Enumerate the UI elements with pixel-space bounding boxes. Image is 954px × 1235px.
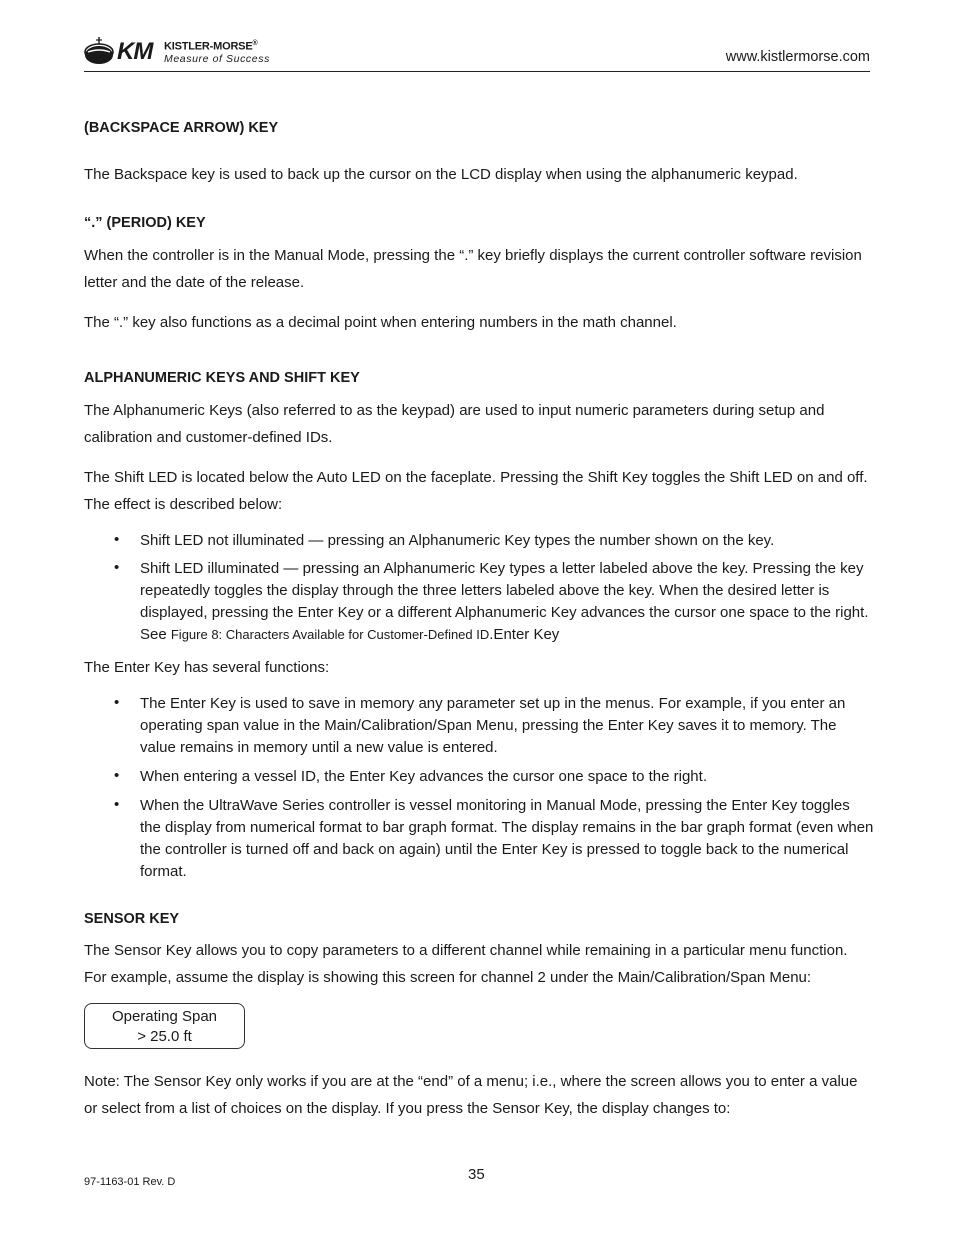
lcd-line-2: > 25.0 ft [137,1028,192,1045]
bullet-shift-on-tail: .Enter Key [489,626,560,643]
heading-sensor-key: SENSOR KEY [84,911,180,927]
para-backspace: The Backspace key is used to back up the cursor on the LCD display when using the alphanumeric keypad. [84,166,798,183]
bullet-enter-vessel-id: When entering a vessel ID, the Enter Key advances the cursor one space to the right. [140,768,707,785]
logo-tagline: Measure of Success [164,53,270,65]
logo-name-text: KISTLER-MORSE [164,40,253,53]
logo-registered: ® [252,40,258,47]
header-divider [84,71,870,72]
heading-alphanumeric-keys: ALPHANUMERIC KEYS AND SHIFT KEY [84,370,360,386]
heading-backspace-key: (BACKSPACE ARROW) KEY [84,120,279,136]
website-url: www.kistlermorse.com [725,49,870,65]
para-period-1: When the controller is in the Manual Mode, pressing the “.” key briefly displays the current controller software revision letter and the date of the release. [84,247,862,291]
doc-number: 97-1163-01 Rev. D [84,1176,176,1188]
bullet-marker: • [114,694,120,711]
logo-disc-icon [84,37,116,67]
bullet-shift-on-text: Shift LED illuminated — pressing an Alphanumeric Key types a letter labeled above the key. Pressing the key repeatedly toggles the display through the three letters labeled above the key. When the desired letter is displayed, pressing the Enter Key or a different Alphanumeric Key advances the cursor one space to the right. See [140,560,869,643]
bullet-marker: • [114,559,120,576]
figure-reference-link[interactable]: Figure 8: Characters Available for Customer-Defined ID [170,627,490,642]
para-sensor-1: The Sensor Key allows you to copy parameters to a different channel while remaining in a particular menu function. For example, assume the display is showing this screen for channel 2 under the Main/Calibration/Span Menu: [84,942,848,986]
bullet-shift-on [140,558,874,646]
para-sensor-2: Note: The Sensor Key only works if you are at the “end” of a menu; i.e., where the screen allows you to enter a value or select from a list of choices on the display. If you press the Sensor Key, the display changes to: [84,1073,858,1117]
heading-period-key: “.” (PERIOD) KEY [84,215,206,231]
bullet-enter-toggle: When the UltraWave Series controller is vessel monitoring in Manual Mode, pressing the Enter Key toggles the display from numerical format to bar graph format. The display remains in the bar graph format (even when the controller is turned off and back on again) until the Enter Key is pressed to toggle back to the numerical format. [140,797,874,880]
para-alpha-2: The Shift LED is located below the Auto LED on the faceplate. Pressing the Shift Key toggles the Shift LED on and off. The effect is described below: [84,469,868,513]
company-logo [84,37,284,69]
lcd-display-box [84,1003,245,1049]
lcd-line-1: Operating Span [111,1008,218,1025]
logo-mark: KM [117,38,153,65]
bullet-marker: • [114,531,120,548]
bullet-enter-save: The Enter Key is used to save in memory any parameter set up in the menus. For example, if you enter an operating span value in the Main/Calibration/Span Menu, pressing the Enter Key saves it to memory. The value remains in memory until a new value is entered. [140,695,846,756]
bullet-marker: • [114,796,120,813]
page-number: 35 [468,1166,485,1183]
para-period-2: The “.” key also functions as a decimal point when entering numbers in the math channel. [84,314,677,331]
logo-name [164,40,257,53]
para-alpha-1: The Alphanumeric Keys (also referred to as the keypad) are used to input numeric parameters during setup and calibration and customer-defined IDs. [84,402,825,446]
bullet-shift-off: Shift LED not illuminated — pressing an Alphanumeric Key types the number shown on the key. [140,532,775,549]
bullet-marker: • [114,767,120,784]
para-enter: The Enter Key has several functions: [84,659,330,676]
